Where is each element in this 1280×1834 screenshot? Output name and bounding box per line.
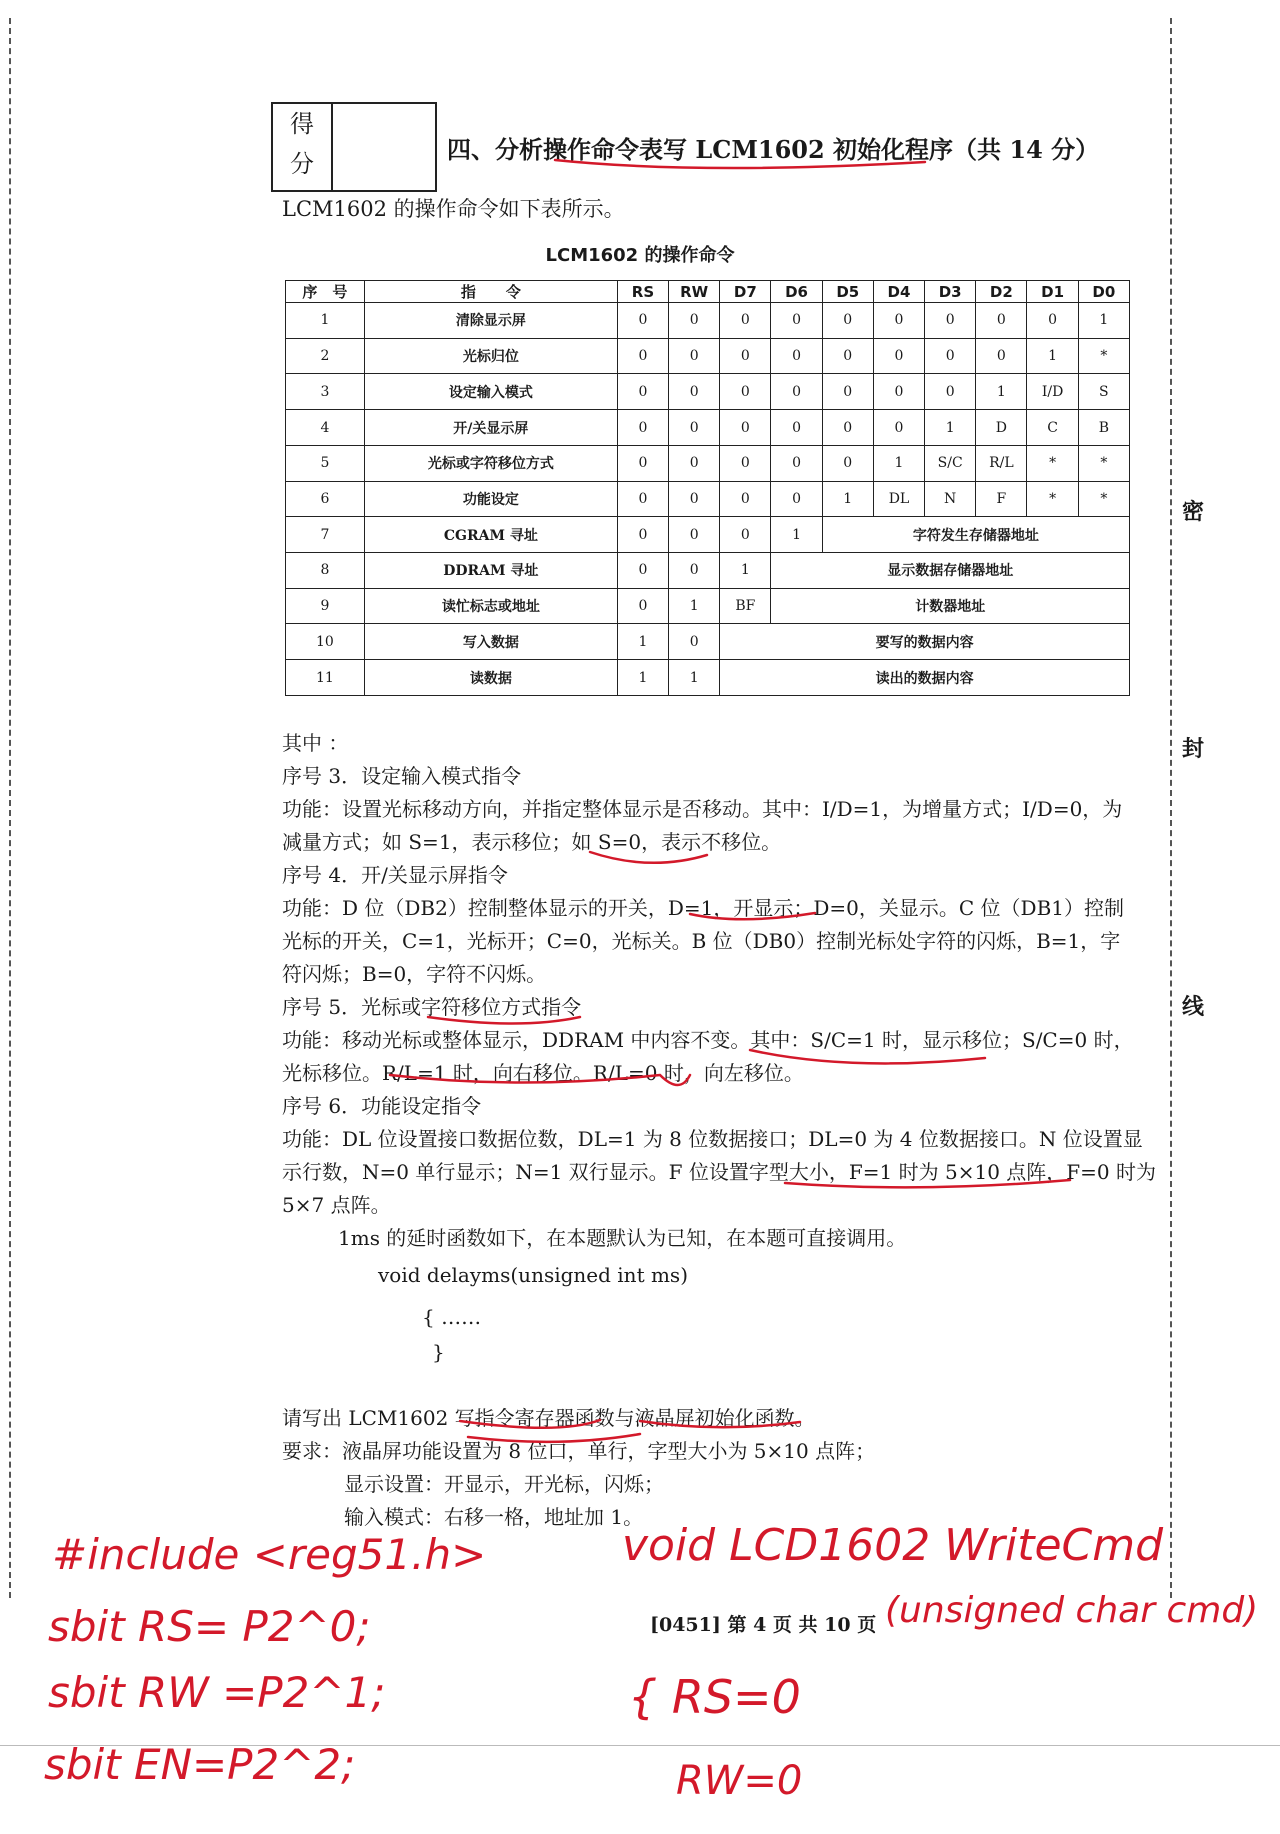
notes-line: 功能：D 位（DB2）控制整体显示的开关，D=1，开显示；D=0，关显示。C 位（DB1）控制 (282, 896, 1125, 920)
bit-cell: 0 (720, 517, 771, 553)
row-number: 8 (286, 553, 365, 589)
command-name: 清除显示屏 (364, 303, 617, 339)
bit-cell: * (1027, 445, 1078, 481)
request-line: 要求：液晶屏功能设置为 8 位口，单行，字型大小为 5×10 点阵； (282, 1439, 876, 1463)
bit-cell: 0 (669, 303, 720, 339)
notes-line: 其中 ： (282, 731, 349, 755)
row-number: 2 (286, 338, 365, 374)
row-number: 6 (286, 481, 365, 517)
command-name: 光标或字符移位方式 (364, 445, 617, 481)
bit-cell: 0 (617, 410, 668, 446)
table-header-cell: D7 (720, 281, 771, 303)
bit-cell: 0 (669, 481, 720, 517)
bit-cell: I/D (1027, 374, 1078, 410)
notes-line: 减量方式；如 S=1，表示移位；如 S=0，表示不移位。 (282, 830, 782, 854)
handwritten-sbit-en: sbit EN=P2^2; (44, 1740, 356, 1789)
code-close-brace: } (432, 1340, 445, 1364)
underline-f1 (785, 1180, 1070, 1187)
underline-shift (428, 1017, 580, 1024)
notes-line: 序号 4．开/关显示屏指令 (282, 863, 508, 887)
command-name: 写入数据 (364, 624, 617, 660)
bit-cell: 0 (771, 481, 822, 517)
bit-cell: C (1027, 410, 1078, 446)
bit-cell: N (925, 481, 976, 517)
page-number: [0451] 第 4 页 共 10 页 (650, 1614, 877, 1636)
bit-cell: F (976, 481, 1027, 517)
bit-cell: 0 (617, 481, 668, 517)
command-name: 读忙标志或地址 (364, 588, 617, 624)
bit-cell: 1 (617, 660, 668, 696)
bit-cell: 0 (771, 410, 822, 446)
command-name: CGRAM 寻址 (364, 517, 617, 553)
notes-line: 光标移位。R/L=1 时，向右移位。R/L=0 时，向左移位。 (282, 1061, 804, 1085)
command-name: 光标归位 (364, 338, 617, 374)
table-header-cell: D1 (1027, 281, 1078, 303)
row-number: 11 (286, 660, 365, 696)
row-number: 9 (286, 588, 365, 624)
table-header-cell: D4 (873, 281, 924, 303)
seal-mark-feng: 封 (1182, 736, 1205, 762)
code-open-brace: { …… (422, 1305, 482, 1329)
bit-cell: 0 (720, 303, 771, 339)
bit-cell: 0 (669, 517, 720, 553)
command-name: 读数据 (364, 660, 617, 696)
underline-title (555, 160, 925, 168)
row-number: 3 (286, 374, 365, 410)
handwritten-include: #include <reg51.h> (52, 1530, 487, 1579)
bit-cell: DL (873, 481, 924, 517)
bit-cell: 0 (617, 303, 668, 339)
bit-cell: * (1078, 445, 1129, 481)
bit-cell: 0 (771, 303, 822, 339)
bit-cell: 1 (925, 410, 976, 446)
underline-d1 (690, 913, 815, 919)
score-label: 得 分 (273, 104, 333, 190)
underline-writecmd (460, 1420, 600, 1428)
command-name: DDRAM 寻址 (364, 553, 617, 589)
bit-cell: 1 (669, 588, 720, 624)
handwritten-sbit-rw: sbit RW =P2^1; (48, 1668, 386, 1717)
bit-cell: 0 (720, 338, 771, 374)
bit-cell: 1 (1078, 303, 1129, 339)
underline-rl (390, 1075, 690, 1085)
bit-cell: 0 (720, 410, 771, 446)
bit-cell: R/L (976, 445, 1027, 481)
request-line: 请写出 LCM1602 写指令寄存器函数与液晶屏初始化函数。 (282, 1406, 815, 1430)
bit-cell: 0 (771, 374, 822, 410)
bit-cell: 0 (873, 338, 924, 374)
bit-cell: 0 (925, 303, 976, 339)
bit-cell: S/C (925, 445, 976, 481)
bit-cell: * (1027, 481, 1078, 517)
bit-cell: 1 (617, 624, 668, 660)
row-number: 7 (286, 517, 365, 553)
bit-cell: 0 (822, 303, 873, 339)
bit-cell: 0 (617, 588, 668, 624)
table-header-cell: RW (669, 281, 720, 303)
section-title: 四、分析操作命令表写 LCM1602 初始化程序（共 14 分） (447, 135, 1100, 164)
span-cell: 计数器地址 (771, 588, 1130, 624)
bit-cell: 0 (771, 445, 822, 481)
table-header-cell: D0 (1078, 281, 1129, 303)
bit-cell: S (1078, 374, 1129, 410)
bit-cell: 1 (720, 553, 771, 589)
underline-8bit (468, 1434, 640, 1442)
bit-cell: 1 (1027, 338, 1078, 374)
bit-cell: 0 (669, 338, 720, 374)
table-caption: LCM1602 的操作命令 (545, 245, 735, 266)
command-name: 开/关显示屏 (364, 410, 617, 446)
bit-cell: 1 (822, 481, 873, 517)
bit-cell: B (1078, 410, 1129, 446)
underline-sc (750, 1050, 985, 1063)
bit-cell: 0 (976, 338, 1027, 374)
bit-cell: 0 (617, 553, 668, 589)
handwritten-sbit-rs: sbit RS= P2^0; (48, 1602, 371, 1651)
bit-cell: 1 (669, 660, 720, 696)
table-header-cell: D6 (771, 281, 822, 303)
command-name: 功能设定 (364, 481, 617, 517)
bit-cell: 0 (669, 445, 720, 481)
bit-cell: 0 (669, 624, 720, 660)
bit-cell: 0 (669, 410, 720, 446)
notes-line: 功能：移动光标或整体显示，DDRAM 中内容不变。其中：S/C=1 时，显示移位；S/C=0 时， (282, 1028, 1134, 1052)
seal-mark-mi: 密 (1182, 499, 1205, 525)
notes-line: 功能：设置光标移动方向，并指定整体显示是否移动。其中：I/D=1，为增量方式；I/D=0，为 (282, 797, 1123, 821)
bit-cell: 1 (771, 517, 822, 553)
code-signature: void delayms(unsigned int ms) (378, 1263, 688, 1287)
table-header-cell: 序 号 (286, 281, 365, 303)
bit-cell: 0 (822, 445, 873, 481)
notes-line: 功能：DL 位设置接口数据位数，DL=1 为 8 位数据接口；DL=0 为 4 位数据接口。N 位设置显 (282, 1127, 1143, 1151)
notes-line: 5×7 点阵。 (282, 1193, 391, 1217)
command-name: 设定输入模式 (364, 374, 617, 410)
notes-line: 序号 5．光标或字符移位方式指令 (282, 995, 582, 1019)
table-header-cell: D2 (976, 281, 1027, 303)
bit-cell: * (1078, 338, 1129, 374)
span-cell: 字符发生存储器地址 (822, 517, 1129, 553)
bit-cell: 0 (925, 338, 976, 374)
notes-line: 1ms 的延时函数如下，在本题默认为已知，在本题可直接调用。 (338, 1226, 907, 1250)
seal-mark-xian: 线 (1182, 994, 1205, 1020)
bit-cell: BF (720, 588, 771, 624)
notes-line: 序号 3．设定输入模式指令 (282, 764, 522, 788)
bit-cell: 0 (720, 445, 771, 481)
row-number: 10 (286, 624, 365, 660)
request-line: 显示设置：开显示，开光标，闪烁； (344, 1472, 664, 1496)
bit-cell: * (1078, 481, 1129, 517)
span-cell: 要写的数据内容 (720, 624, 1130, 660)
bit-cell: 0 (873, 410, 924, 446)
bit-cell: 0 (720, 481, 771, 517)
notes-line: 符闪烁；B=0，字符不闪烁。 (282, 962, 547, 986)
bit-cell: 0 (822, 410, 873, 446)
bit-cell: 0 (720, 374, 771, 410)
row-number: 1 (286, 303, 365, 339)
underline-s0 (590, 852, 707, 863)
intro-text: LCM1602 的操作命令如下表所示。 (282, 197, 625, 221)
bit-cell: D (976, 410, 1027, 446)
bit-cell: 0 (976, 303, 1027, 339)
bit-cell: 0 (925, 374, 976, 410)
table-header-cell: D5 (822, 281, 873, 303)
notes-line: 示行数，N=0 单行显示；N=1 双行显示。F 位设置字型大小，F=1 时为 5×10 点阵，F=0 时为 (282, 1160, 1156, 1184)
handwritten-rw0: RW=0 (676, 1758, 803, 1804)
table-header-cell: D3 (925, 281, 976, 303)
bit-cell: 0 (617, 374, 668, 410)
bit-cell: 1 (976, 374, 1027, 410)
underline-init (640, 1421, 800, 1427)
request-line: 输入模式：右移一格，地址加 1。 (344, 1505, 644, 1529)
bit-cell: 0 (669, 553, 720, 589)
bit-cell: 0 (822, 338, 873, 374)
bit-cell: 0 (617, 338, 668, 374)
row-number: 4 (286, 410, 365, 446)
bit-cell: 0 (669, 374, 720, 410)
handwritten-func-param: (unsigned char cmd) (885, 1590, 1259, 1631)
bit-cell: 0 (617, 445, 668, 481)
bit-cell: 0 (822, 374, 873, 410)
handwritten-rs0: { RS=0 (628, 1670, 801, 1724)
span-cell: 显示数据存储器地址 (771, 553, 1130, 589)
bit-cell: 0 (771, 338, 822, 374)
bit-cell: 0 (617, 517, 668, 553)
bit-cell: 1 (873, 445, 924, 481)
bit-cell: 0 (1027, 303, 1078, 339)
row-number: 5 (286, 445, 365, 481)
handwritten-func-name: void LCD1602 WriteCmd (622, 1520, 1164, 1571)
bit-cell: 0 (873, 303, 924, 339)
notes-line: 序号 6．功能设定指令 (282, 1094, 482, 1118)
notes-line: 光标的开关，C=1，光标开；C=0，光标关。B 位（DB0）控制光标处字符的闪烁，B=1，字 (282, 929, 1121, 953)
span-cell: 读出的数据内容 (720, 660, 1130, 696)
table-header-cell: 指 令 (364, 281, 617, 303)
bit-cell: 0 (873, 374, 924, 410)
table-header-cell: RS (617, 281, 668, 303)
